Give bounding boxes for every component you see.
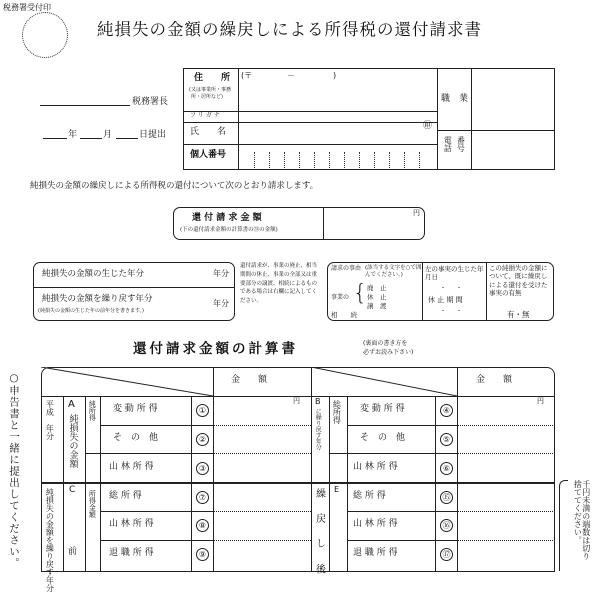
row-4-input[interactable] (459, 398, 553, 424)
group-c-inner: 所得金額 (88, 490, 97, 518)
row-17-input[interactable] (459, 542, 553, 566)
tax-office-line[interactable] (40, 105, 130, 106)
date-year-line[interactable] (43, 138, 67, 139)
row-1-num: ① (196, 404, 209, 417)
date-day: 日提出 (139, 130, 167, 140)
row-2-num: ② (196, 433, 209, 446)
row-2-label: そ の 他 (113, 433, 159, 443)
stamp-label: 税務署受付印 (3, 3, 51, 12)
year-row2-input[interactable] (170, 289, 212, 319)
tax-office-suffix: 税務署長 (132, 97, 169, 107)
calc-title: 還付請求金額の計算書 (133, 341, 298, 357)
reason-brace: { (353, 281, 367, 306)
year-row2-label: 純損失の金額を繰り戻す年分 (42, 294, 153, 304)
left-header-diagonal (41, 367, 213, 396)
name-label: 氏 名 (190, 127, 227, 137)
row-8-label: 山 林 所 得 (109, 519, 154, 529)
date-input[interactable] (424, 283, 484, 319)
date-month-line[interactable] (80, 138, 102, 139)
name-input[interactable] (240, 123, 420, 143)
address-label: 住 所 (194, 73, 231, 83)
row-6-num: ⑥ (440, 462, 453, 475)
side-bracket-right (559, 480, 568, 571)
group-a-text: 純損失の金額 (67, 414, 78, 468)
year-row1-input[interactable] (170, 264, 212, 285)
row-3-label: 山 林 所 得 (109, 462, 154, 472)
row-8-num: ⑧ (196, 519, 209, 532)
group-c-text: 純損失の金額を繰り戻す年分 (45, 488, 55, 592)
group-c-mid: 前 (68, 547, 78, 557)
reason-event-label: 事業の (331, 294, 350, 301)
row-7-input[interactable] (215, 485, 309, 510)
reason-header-2: (該当する文字を○で囲んでください。) (365, 265, 422, 279)
page-title: 純損失の金額の繰戻しによる所得税の還付請求書 (97, 20, 482, 39)
group-e-text: 繰 戻 し 後 (313, 488, 325, 580)
amount-header-left: 金 額 (231, 375, 268, 385)
row-6-label: 山 林 所 得 (353, 462, 398, 472)
refund-amount-input[interactable] (325, 209, 423, 238)
address-note-1: (又は事業所・事務 (189, 87, 231, 93)
note-text: 還付請求が、事業の廃止、相当期間の休止、事業の全部又は重要部分の譲渡、相続によるものである場合は右欄に記入してください。 (240, 263, 318, 305)
refund-label: 還 付 請 求 金 額 (192, 213, 262, 223)
side-note-right: 千円未満の端数は切り捨ててください。 (573, 480, 591, 560)
amount-header-right: 金 額 (476, 375, 513, 385)
row-15-label: 総 所 得 (353, 491, 386, 501)
refund-note: (下の還付請求金額の計算書の㉛の金額) (180, 227, 278, 233)
row-16-input[interactable] (459, 513, 553, 539)
mynumber-label: 個人番号 (190, 150, 227, 160)
date-box-mid: 休 止 期 間 (428, 296, 463, 304)
right-header-diagonal (311, 367, 457, 396)
date-dots-2: ・・ (440, 308, 473, 315)
postal-suffix: ) (333, 71, 337, 80)
row-5-num: ⑤ (440, 433, 453, 446)
row-9-num: ⑨ (196, 548, 209, 561)
reason-item-2[interactable]: 休 止 (367, 293, 387, 301)
row-3-input[interactable] (215, 455, 309, 481)
date-year: 年 (68, 130, 78, 140)
group-a-sub: 平成 年分 (45, 400, 55, 440)
row-4-label: 変 動 所 得 (360, 404, 405, 414)
year-row1-unit: 年分 (213, 269, 229, 278)
seal-mark: ㊞ (423, 121, 433, 131)
row-1-input[interactable] (215, 398, 309, 424)
refund-unit: 円 (413, 209, 420, 217)
group-a-letter: A (68, 399, 75, 410)
reason-item-3[interactable]: 譲 渡 (367, 302, 387, 310)
group-e-letter: E (334, 485, 340, 494)
row-17-num: ⑰ (440, 548, 453, 561)
date-box-header: 左の事実の生じた年月日 (425, 265, 484, 282)
year-row2-unit: 年分 (213, 299, 229, 308)
year-row1-label: 純損失の金額の生じた年分 (42, 269, 145, 279)
postal-prefix: (〒 (241, 71, 253, 80)
row-1-label: 変 動 所 得 (113, 404, 158, 414)
group-a-inner: 純所得 (88, 400, 97, 421)
eligible-answer[interactable]: 有・無 (507, 310, 530, 319)
reason-item-1[interactable]: 廃 止 (367, 284, 387, 292)
calc-title-note-1: (裏面の書き方を (363, 340, 408, 347)
stamp-circle (22, 12, 68, 58)
row-16-num: ⑯ (440, 519, 453, 532)
side-note-left: ○申告書と一緒に提出してください。 (8, 372, 21, 569)
row-4-yen: 円 (537, 397, 544, 405)
row-8-input[interactable] (215, 513, 309, 539)
address-input[interactable] (240, 82, 435, 110)
furigana-input[interactable] (240, 112, 435, 121)
occupation-input[interactable] (473, 70, 553, 128)
row-16-label: 山 林 所 得 (353, 519, 398, 529)
group-c-letter: C (69, 485, 76, 495)
row-5-label: そ の 他 (360, 433, 406, 443)
address-note-2: 所・居所など) (191, 94, 223, 100)
calc-title-note-2: 必ずお読み下さい) (363, 349, 414, 356)
group-b-text: に繰り戻す年分 (314, 408, 322, 450)
row-15-input[interactable] (459, 485, 553, 510)
phone-label-2: 番号 (456, 136, 466, 152)
phone-label-1: 電話 (443, 136, 453, 152)
occupation-label: 職 業 (441, 94, 469, 104)
row-1-yen: 円 (293, 397, 300, 405)
row-4-num: ④ (440, 404, 453, 417)
group-b-letter: B (315, 397, 321, 406)
date-dots-1: ・・ (440, 285, 473, 292)
row-2-input[interactable] (215, 427, 309, 452)
row-9-label: 退 職 所 得 (109, 548, 154, 558)
row-6-input[interactable] (459, 455, 553, 481)
row-17-label: 退 職 所 得 (353, 548, 398, 558)
eligible-header: この純損失の金額について、既に繰戻しによる還付を受けた事実の有無 (489, 264, 548, 298)
row-3-num: ③ (196, 462, 209, 475)
intro-sentence: 純損失の金額の繰戻しによる所得税の還付について次のとおり請求します。 (30, 181, 319, 191)
row-15-num: ⑮ (440, 491, 453, 504)
phone-input[interactable] (473, 132, 553, 168)
postal-dash: － (287, 71, 295, 80)
date-day-line[interactable] (116, 138, 138, 139)
group-b-inner: 総所得 (332, 400, 342, 424)
furigana-label: フリガナ (190, 112, 222, 119)
reason-header-1: 請求の事由 (331, 265, 362, 272)
row-7-label: 総 所 得 (109, 491, 142, 501)
row-5-input[interactable] (459, 427, 553, 452)
year-row2-note: (純損失の金額の生じた年の前年分を書きます。) (38, 308, 145, 314)
date-month: 月 (103, 130, 113, 140)
reason-death[interactable]: 相 続 (331, 311, 357, 319)
row-9-input[interactable] (215, 542, 309, 566)
row-7-num: ⑦ (196, 491, 209, 504)
